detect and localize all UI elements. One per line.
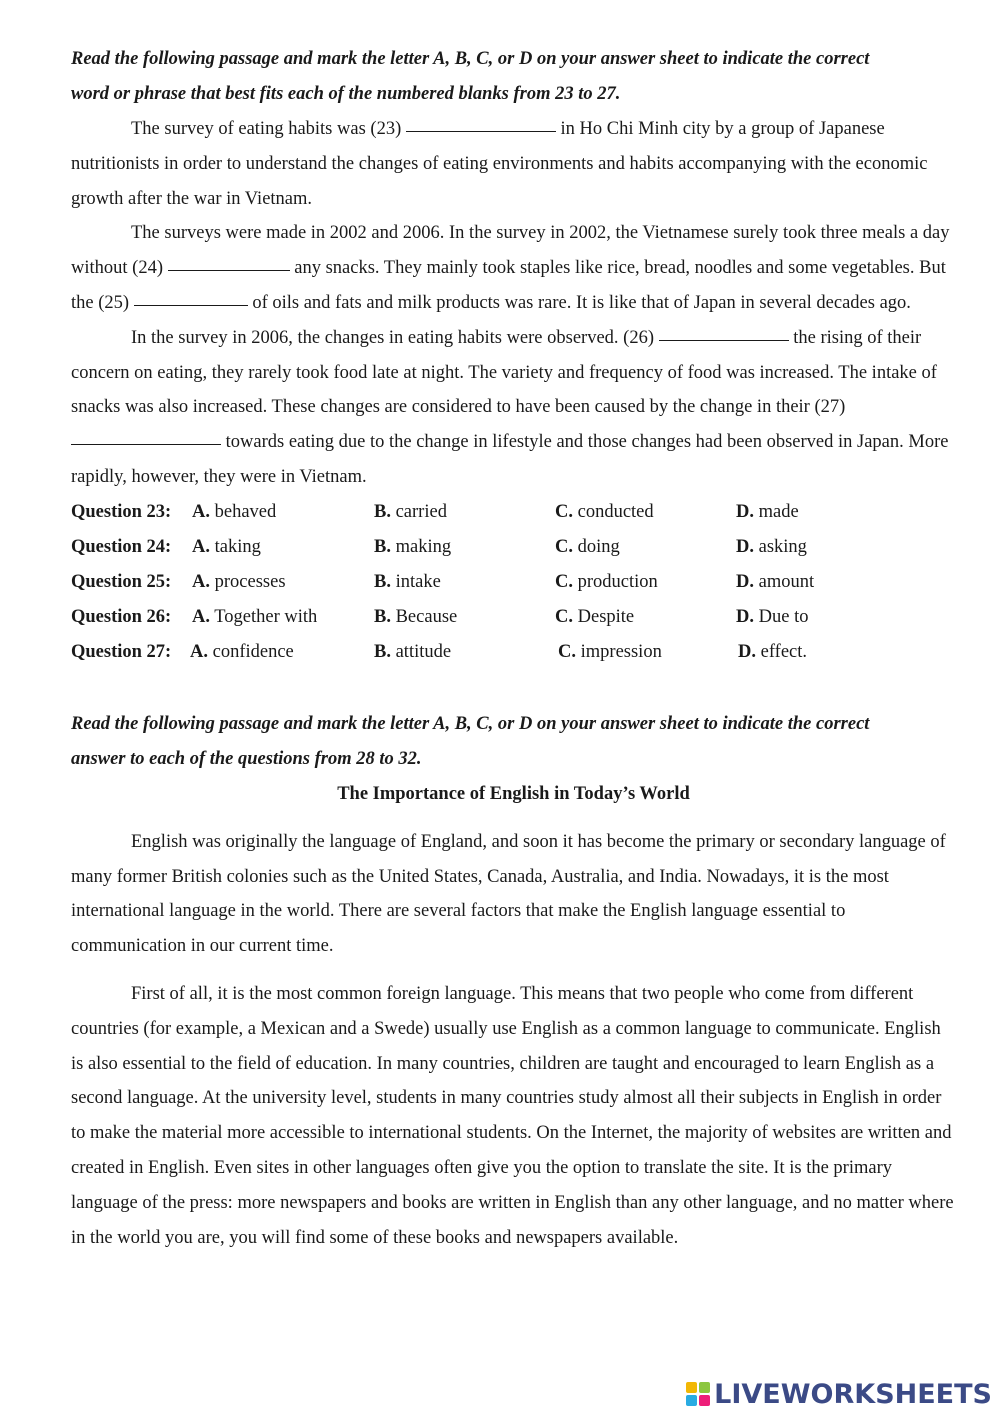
question-row-24 [71, 530, 956, 565]
option-letter: B. [374, 641, 391, 662]
question-label: Question 24: [71, 536, 172, 557]
logo-text: LIVEWORKSHEETS [714, 1378, 992, 1410]
question-label: Question 27: [71, 641, 172, 662]
option-text: production [577, 571, 658, 592]
question-row-23 [71, 495, 956, 530]
option-text: processes [214, 571, 286, 592]
logo-square [699, 1382, 710, 1393]
text-run: of oils and fats and milk products was rare. It is like that of Japan in several decades ago. [247, 292, 911, 313]
section2-instruction [71, 707, 956, 777]
option-text: taking [214, 536, 261, 557]
option-text: asking [758, 536, 807, 557]
option-d[interactable] [736, 600, 808, 635]
passage2-title: The Importance of English in Today’s World [337, 783, 690, 804]
question-list [71, 495, 956, 670]
option-d[interactable] [736, 565, 814, 600]
spacer [71, 964, 956, 977]
text-run: The survey of eating habits was (23) [131, 119, 406, 139]
option-letter: D. [736, 571, 754, 592]
option-text: conducted [577, 501, 654, 522]
option-b[interactable] [374, 530, 451, 565]
liveworksheets-logo-icon [686, 1382, 710, 1406]
option-text: Despite [577, 606, 635, 627]
option-c[interactable] [555, 600, 634, 635]
option-text: doing [577, 536, 620, 557]
option-text: effect. [760, 641, 808, 662]
passage2-paragraph-2: First of all, it is the most common foreign language. This means that two people who come from different countries (for example, a Mexican and a Swede) usually use English as a common language to communicate. English is also essential to the field of education. In many countries, children are taught and encouraged to learn English as a second language. At the university level, students in many countries study almost all their subjects in English in order to make the material more accessible to international students. On the Internet, the majority of websites are written and created in English. Even sites in other languages often give you the option to translate the site. It is the primary language of the press: more newspapers and books are written in English than any other language, and no matter where in the world you are, you will find some of these books and newspapers available. [71, 983, 954, 1248]
option-text: Due to [758, 606, 809, 627]
option-text: confidence [212, 641, 294, 662]
option-a[interactable] [192, 495, 276, 530]
blank-23 [406, 130, 556, 132]
logo-square [686, 1395, 697, 1406]
text-run: in Ho Chi Minh city by a group of Japanese nutritionists in order to understand the changes of eating environments and habits accompanying with the economic growth after the war in Vietnam. [71, 119, 928, 209]
option-letter: B. [374, 606, 391, 627]
option-letter: C. [555, 571, 573, 592]
text-run: The surveys were made in 2002 and 2006. In the survey in 2002, the Vietnamese surely took three meals a day without (24) [71, 223, 950, 279]
option-letter: D. [736, 501, 754, 522]
option-letter: B. [374, 536, 391, 557]
option-a[interactable] [190, 635, 294, 670]
option-letter: C. [558, 641, 576, 662]
option-text: amount [758, 571, 815, 592]
option-letter: A. [192, 501, 210, 522]
section2-instruction-line1: Read the following passage and mark the letter A, B, C, or D on your answer sheet to indicate the correct [71, 713, 870, 734]
question-row-25 [71, 565, 956, 600]
text-run: any snacks. They mainly took staples like rice, bread, noodles and some vegetables. But the (25) [71, 258, 946, 313]
option-letter: D. [738, 641, 756, 662]
option-b[interactable] [374, 635, 451, 670]
option-a[interactable] [192, 600, 317, 635]
option-d[interactable] [736, 530, 807, 565]
option-letter: D. [736, 536, 754, 557]
option-letter: A. [192, 606, 210, 627]
worksheet-page [71, 42, 956, 1255]
option-c[interactable] [558, 635, 662, 670]
question-row-26 [71, 600, 956, 635]
section2-instruction-line2: answer to each of the questions from 28 to 32. [71, 748, 422, 769]
blank-25 [134, 304, 248, 306]
question-label: Question 26: [71, 606, 172, 627]
option-letter: C. [555, 606, 573, 627]
section1-instruction-line1: Read the following passage and mark the letter A, B, C, or D on your answer sheet to indicate the correct [71, 49, 870, 69]
text-run: the rising of their concern on eating, they rarely took food late at night. The variety and frequency of food was increased. The intake of snacks was also increased. These changes are considered to have been caused by the change in their (27) [71, 327, 937, 418]
option-letter: C. [555, 501, 573, 522]
text-run: towards eating due to the change in lifestyle and those changes had been observed in Japan. More rapidly, however, they were in Vietnam. [71, 432, 949, 487]
option-b[interactable] [374, 565, 441, 600]
spacer [71, 670, 956, 707]
logo-square [686, 1382, 697, 1393]
passage1-paragraph-3 [71, 321, 956, 495]
liveworksheets-logo[interactable] [686, 1377, 992, 1411]
option-text: made [758, 501, 799, 522]
section1-instruction [71, 42, 956, 112]
option-b[interactable] [374, 600, 457, 635]
option-letter: C. [555, 536, 573, 557]
question-label: Question 25: [71, 571, 172, 592]
passage2-paragraph-1: English was originally the language of England, and soon it has become the primary or secondary language of many former British colonies such as the United States, Canada, Australia, and India. Nowadays, it is the most international language in the world. There are several factors that make the English language essential to communication in our current time. [71, 831, 946, 957]
option-letter: B. [374, 501, 391, 522]
question-row-27 [71, 635, 956, 670]
option-letter: B. [374, 571, 391, 592]
blank-24 [168, 269, 290, 271]
option-text: Because [395, 606, 458, 627]
option-text: making [395, 536, 452, 557]
option-d[interactable] [736, 495, 799, 530]
passage1-paragraph-1 [71, 112, 956, 216]
option-text: intake [395, 571, 441, 592]
option-b[interactable] [374, 495, 447, 530]
option-text: carried [395, 501, 447, 522]
option-c[interactable] [555, 495, 654, 530]
option-c[interactable] [555, 565, 658, 600]
option-text: behaved [214, 501, 277, 522]
section1-instruction-line2: word or phrase that best fits each of the numbered blanks from 23 to 27. [71, 84, 621, 104]
text-run: In the survey in 2006, the changes in eating habits were observed. (26) [131, 327, 659, 348]
option-c[interactable] [555, 530, 620, 565]
option-text: impression [580, 641, 662, 662]
option-letter: A. [192, 536, 210, 557]
option-letter: D. [736, 606, 754, 627]
option-a[interactable] [192, 565, 286, 600]
question-label: Question 23: [71, 501, 172, 522]
blank-27 [71, 443, 221, 445]
blank-26 [659, 339, 789, 341]
passage1-paragraph-2 [71, 216, 956, 320]
option-text: Together with [214, 606, 318, 627]
spacer [71, 812, 956, 825]
option-letter: A. [192, 571, 210, 592]
option-d[interactable] [738, 635, 807, 670]
option-letter: A. [190, 641, 208, 662]
option-a[interactable] [192, 530, 261, 565]
option-text: attitude [395, 641, 452, 662]
logo-square [699, 1395, 710, 1406]
